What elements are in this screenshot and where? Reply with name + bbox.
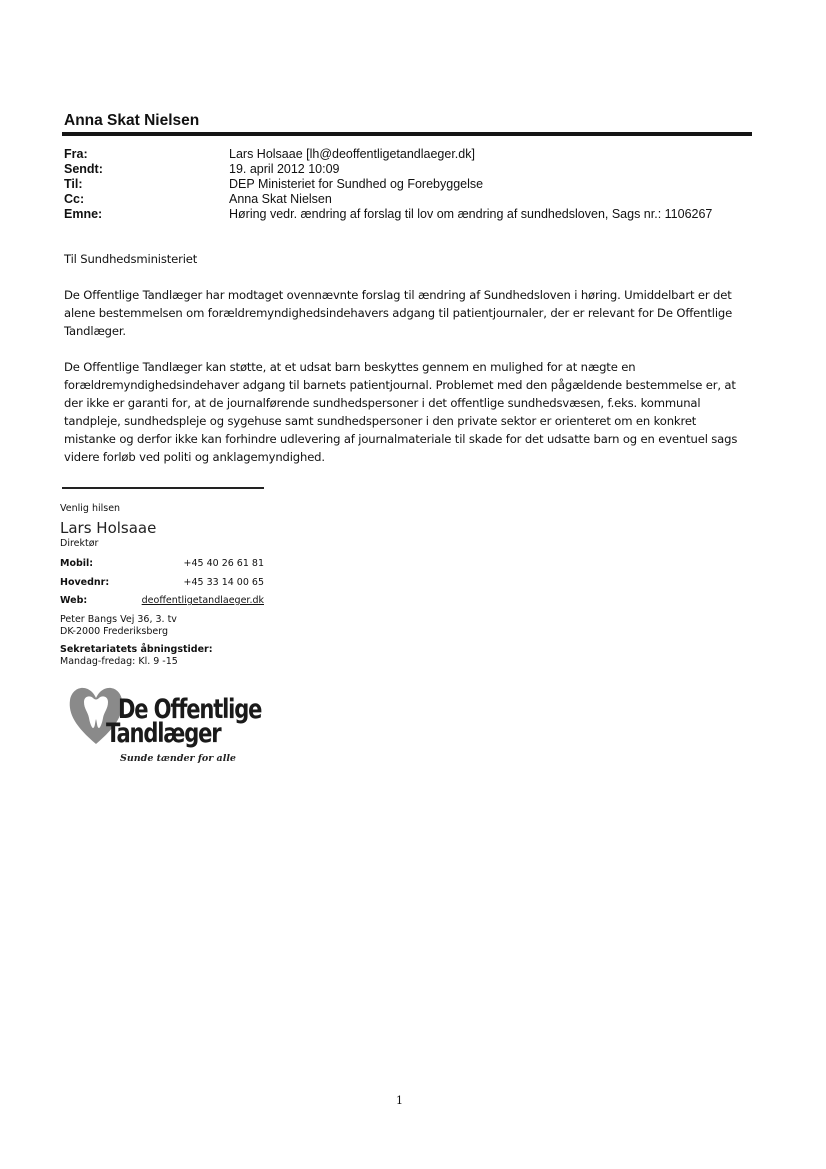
signature-closing: Venlig hilsen xyxy=(60,503,121,514)
organization-logo xyxy=(66,682,262,772)
header-label-cc: Cc: xyxy=(64,192,85,206)
logo-text-line-1: De Offentlige xyxy=(118,694,262,725)
signature-name: Lars Holsaae xyxy=(60,519,157,537)
contact-label-main: Hovednr: xyxy=(60,577,110,588)
header-label-sent: Sendt: xyxy=(64,162,103,176)
address-line-1: Peter Bangs Vej 36, 3. tv xyxy=(60,614,177,625)
header-label-to: Til: xyxy=(64,177,83,191)
contact-value-main: +45 33 14 00 65 xyxy=(183,577,264,588)
header-value-to: DEP Ministeriet for Sundhed og Forebyggelse xyxy=(229,177,484,191)
logo-tagline: Sunde tænder for alle xyxy=(120,753,236,764)
header-value-subject: Høring vedr. ændring af forslag til lov om ændring af sundhedsloven, Sags nr.: 1106267 xyxy=(229,207,713,221)
web-link[interactable]: deoffentligetandlaeger.dk xyxy=(141,595,264,606)
greeting: Til Sundhedsministeriet xyxy=(64,252,198,266)
opening-hours-value: Mandag-fredag: Kl. 9 -15 xyxy=(60,656,178,667)
opening-hours-label: Sekretariatets åbningstider: xyxy=(60,644,213,655)
header-value-cc: Anna Skat Nielsen xyxy=(229,192,332,206)
header-value-from: Lars Holsaae [lh@deoffentligetandlaeger.dk] xyxy=(229,147,475,161)
header-label-from: Fra: xyxy=(64,147,88,161)
paragraph-1: De Offentlige Tandlæger har modtaget ovennævnte forslag til ændring af Sundhedsloven i høring. Umiddelbart er det alene bestemmelsen om forældremyndighedsindehavers adgang til patientjournaler, der er relevant for De Offentlige Tandlæger. xyxy=(64,288,733,338)
header-divider xyxy=(62,132,752,136)
signature-divider xyxy=(62,487,264,489)
contact-label-web: Web: xyxy=(60,595,88,606)
address-line-2: DK-2000 Frederiksberg xyxy=(60,626,169,637)
paragraph-2: De Offentlige Tandlæger kan støtte, at et udsat barn beskyttes gennem en mulighed for at nægte en forældremyndighedsindehaver adgang til barnets patientjournal. Problemet med den pågældende bestemmelse er, at der ikke er garanti for, at de journalførende sundhedspersoner i det offentlige sundhedsvæsen, f.eks. kommunal tandpleje, sundhedspleje og sygehuse samt sundhedspersoner i den private sektor er orienteret om en konkret mistanke og derfor ikke kan forhindre udlevering af journalmateriale til skade for det udsatte barn og en eventuel sags videre forløb ved politi og anklagemyndighed. xyxy=(64,360,738,464)
contact-label-mobile: Mobil: xyxy=(60,558,94,569)
signature-title: Direktør xyxy=(60,538,99,549)
sender-heading: Anna Skat Nielsen xyxy=(64,112,200,129)
logo-text-line-2: Tandlæger xyxy=(106,718,221,749)
header-label-subject: Emne: xyxy=(64,207,103,221)
header-value-sent: 19. april 2012 10:09 xyxy=(229,162,340,176)
page-number: 1 xyxy=(396,1094,403,1107)
contact-value-mobile: +45 40 26 61 81 xyxy=(183,558,264,569)
